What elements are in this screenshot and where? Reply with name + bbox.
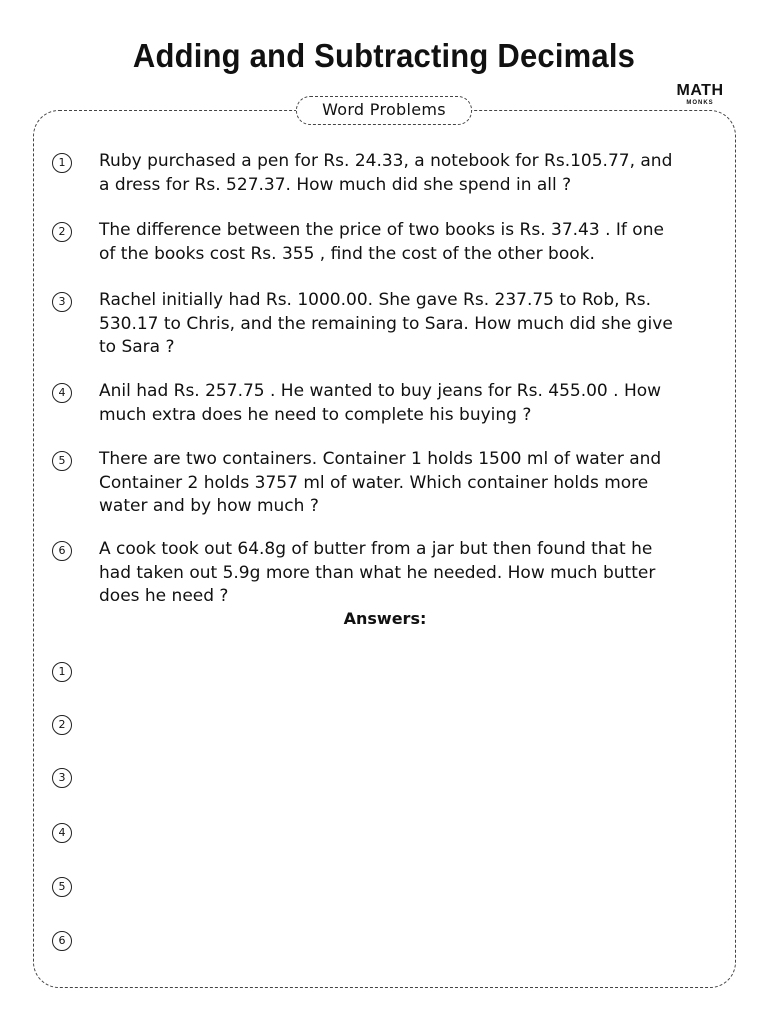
logo-sub-text: MONKS [686, 100, 714, 106]
problem-text [99, 380, 724, 427]
problem-text [99, 219, 724, 266]
problem-text [99, 448, 724, 519]
problem-number-badge: 5 [52, 451, 72, 471]
problem-line: water and by how much ? [99, 496, 319, 516]
problem-text [99, 150, 724, 197]
problem-number-badge: 1 [52, 153, 72, 173]
problem-line: had taken out 5.9g more than what he needed. How much butter [99, 562, 656, 583]
problem-line: of the books cost Rs. 355 , find the cost of the other book. [99, 243, 595, 264]
page-title: Adding and Subtracting Decimals [132, 36, 636, 75]
problem-line: Ruby purchased a pen for Rs. 24.33, a notebook for Rs.105.77, and [99, 151, 673, 171]
problem-text [99, 289, 724, 360]
logo-main-text: MATH [676, 82, 724, 99]
problem-number-badge: 3 [52, 292, 72, 312]
problem-line: does he need ? [99, 586, 229, 606]
answers-heading: Answers: [343, 609, 427, 628]
problem-line: to Sara ? [99, 337, 175, 357]
problem-number-badge: 6 [52, 541, 72, 561]
problem-line: much extra does he need to complete his buying ? [99, 404, 532, 425]
problem-number-badge: 4 [52, 383, 72, 403]
answer-number-badge: 6 [52, 931, 72, 951]
math-monks-logo [672, 83, 728, 106]
problem-line: Rachel initially had Rs. 1000.00. She gave Rs. 237.75 to Rob, Rs. [99, 290, 651, 310]
answer-number-badge: 2 [52, 715, 72, 735]
answer-number-badge: 1 [52, 662, 72, 682]
answer-number-badge: 3 [52, 768, 72, 788]
section-subtitle: Word Problems [296, 96, 472, 125]
problem-line: There are two containers. Container 1 holds 1500 ml of water and [99, 449, 662, 469]
problem-line: Container 2 holds 3757 ml of water. Which container holds more [99, 472, 649, 493]
problem-number-badge: 2 [52, 222, 72, 242]
problem-line: 530.17 to Chris, and the remaining to Sara. How much did she give [99, 313, 673, 334]
problem-line: Anil had Rs. 257.75 . He wanted to buy jeans for Rs. 455.00 . How [99, 381, 662, 401]
problem-line: A cook took out 64.8g of butter from a jar but then found that he [99, 539, 653, 559]
problem-line: a dress for Rs. 527.37. How much did she spend in all ? [99, 174, 572, 195]
answer-number-badge: 5 [52, 877, 72, 897]
answer-number-badge: 4 [52, 823, 72, 843]
problem-line: The difference between the price of two books is Rs. 37.43 . If one [99, 220, 664, 240]
problem-text [99, 538, 724, 609]
